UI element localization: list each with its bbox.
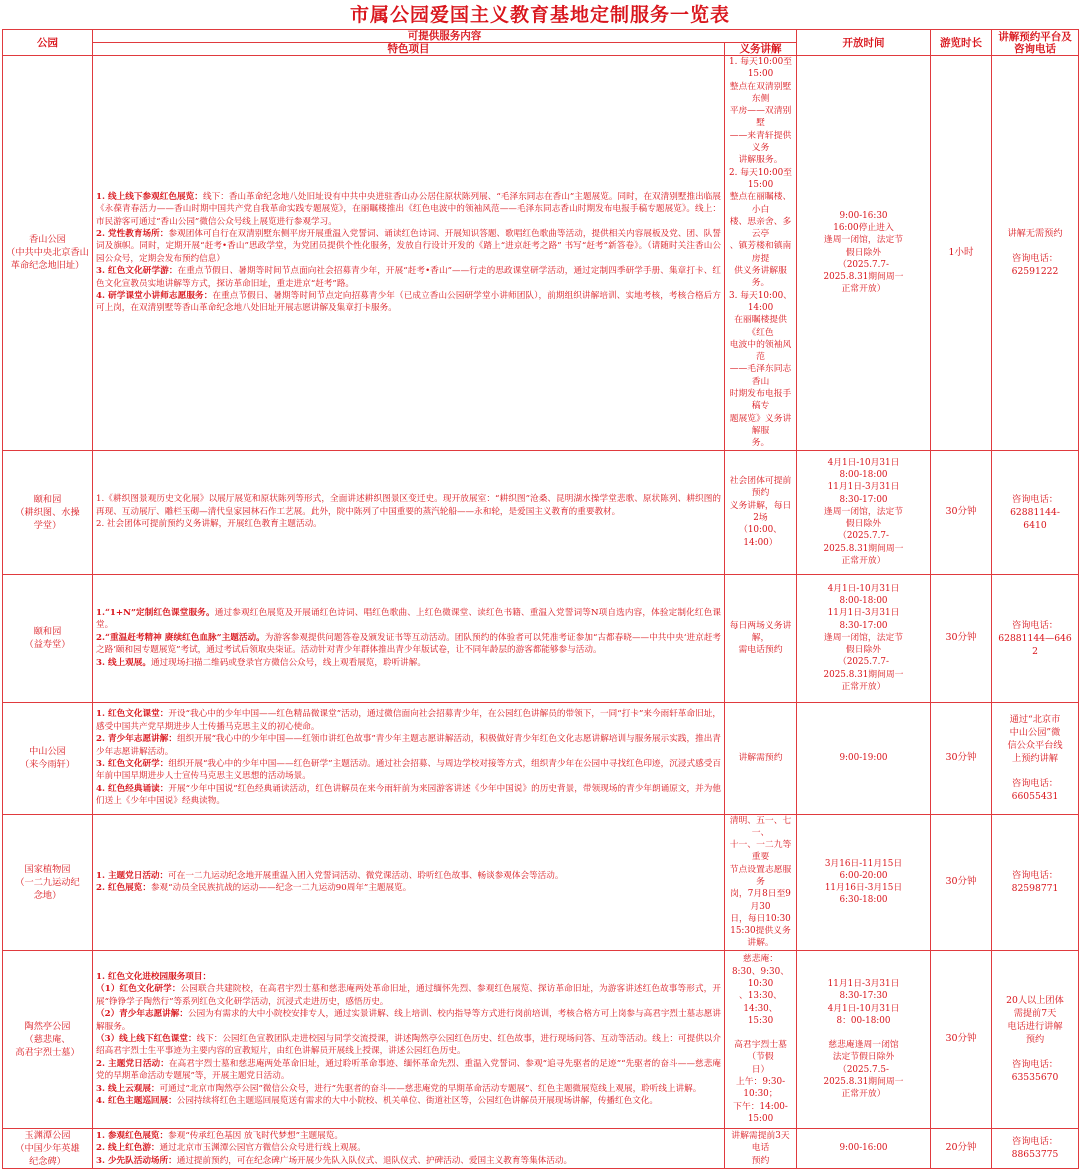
header-park: 公园 xyxy=(3,30,93,56)
feature-text: 在重点节假日、暑期等时间节点定向招募青少年（已成立香山公园研学堂小讲师团队），前期组织讲解培训、实地考核，考核合格后方可上岗，在双清别墅等香山革命纪念地八处旧址开展志愿讲解及集章打卡服务。 xyxy=(96,290,721,314)
feature-item xyxy=(96,1095,721,1107)
feature-item xyxy=(96,265,721,290)
feature-text: 开展“少年中国说”红色经典诵读活动，红色讲解员在来今雨轩前为来园游客讲述《少年中国说》的历史背景，带领现场的青少年朗诵原文，并为他们送上《少年中国说》经典读物。 xyxy=(96,783,721,807)
contact-line xyxy=(994,765,1076,777)
feature-heading: 1. 线上线下参观红色展览： xyxy=(96,191,203,202)
feature-text: 参观“传承红色基因 放飞时代梦想”主题展览。 xyxy=(168,1130,343,1141)
feature-text: 通过现场扫描二维码或登录官方微信公众号，线上观看展览，聆听讲解。 xyxy=(150,657,426,668)
features-cell xyxy=(93,1128,725,1168)
hours-line: 11月1日-3月31日 xyxy=(827,978,900,989)
hours-line: 2025.8.31期间周一 xyxy=(823,543,904,554)
duration-cell: 30分钟 xyxy=(931,950,992,1128)
feature-item xyxy=(96,191,721,228)
park-line: （慈悲庵、 xyxy=(24,1033,71,1045)
page-title: 市属公园爱国主义教育基地定制服务一览表 xyxy=(349,4,730,26)
features-cell xyxy=(93,450,725,574)
park-cell xyxy=(3,950,93,1128)
features-cell xyxy=(93,702,725,814)
guide-line: 楼、思亲舍、多云亭 xyxy=(729,216,792,240)
duration-cell: 30分钟 xyxy=(931,702,992,814)
feature-item xyxy=(96,733,721,758)
feature-text: 可通过“北京市陶然亭公园”微信公众号，进行“先驱者的奋斗——慈悲庵党的早期革命活动专题展”、红色主题微展览线上观展，聆听线上讲解。 xyxy=(159,1083,702,1094)
hours-cell xyxy=(797,814,931,950)
guide-cell xyxy=(725,56,797,451)
feature-heading: 1. 红色文化课堂： xyxy=(96,709,169,720)
park-line: （中共中央北京香山 xyxy=(6,247,89,259)
guide-line: 社会团体可提前预约 xyxy=(729,476,792,499)
hours-line: 正常开放） xyxy=(841,556,886,567)
park-line: 陶然亭公园 xyxy=(24,1020,71,1032)
contact-line: 需提前7天 xyxy=(1013,1008,1057,1020)
guide-line: 、13:30、14:30、 xyxy=(739,991,782,1014)
guide-cell xyxy=(725,1128,797,1168)
feature-text: 在重点节假日、暑期等时间节点面向社会招募青少年，开展“赶考•香山”——行走的思政课堂研学活动，通过定制四季研学手册、集章打卡、红色文化宣教员实地讲解等方式，探访革命旧址，重走进京“赶考”路。 xyxy=(96,266,721,289)
contact-cell xyxy=(992,1128,1079,1168)
feature-heading: （1）红色文化研学： xyxy=(96,984,181,995)
feature-text: 在高君宇烈士墓和慈悲庵两处革命旧址，通过聆听革命事迹、缅怀革命先烈、重温入党誓词、参观“追寻先驱者的足迹”“先驱者的奋斗——慈悲庵党的早期革命活动专题展”等，开展主题党日活动。 xyxy=(96,1058,721,1082)
park-line: 颐和园 xyxy=(33,626,62,637)
hours-line: 逢周一闭馆，法定节 xyxy=(823,506,904,517)
feature-text: 组织开展“我心中的少年中国——红色研学”主题活动。通过社会招募、与周边学校对接等方式，组织青少年在公园中寻找红色印迹，沉浸式感受百年前中国早期进步人士宣传马克思主义思想的活动场景。 xyxy=(96,759,721,782)
hours-line: 11月1日-3月31日 xyxy=(827,482,900,493)
park-cell xyxy=(3,56,93,451)
feature-heading: 3. 红色文化研学游： xyxy=(96,266,178,277)
park-line: 纪念碑） xyxy=(29,1155,66,1167)
feature-text: 公园联合共建院校，在高君宇烈士墓和慈悲庵两处革命旧址，通过缅怀先烈、参观红色展览、探访革命旧址，为游客讲述红色故事等形式，开展“铮铮学子陶然行”等系列红色文化研学活动，沉浸式走进历史，感悟历史。 xyxy=(96,984,721,1007)
guide-line: 高君宇烈士墓（节假 xyxy=(734,1040,787,1063)
table-row xyxy=(3,574,1079,702)
table-row xyxy=(3,56,1079,451)
park-cell xyxy=(3,574,93,702)
hours-line: 4月1日-10月31日 xyxy=(827,1003,900,1014)
features-cell xyxy=(93,56,725,451)
contact-line: 预约 xyxy=(1025,1034,1045,1046)
guide-line: 供义务讲解服务。 xyxy=(734,266,787,289)
guide-line: 15:30提供义务讲解。 xyxy=(730,926,791,949)
feature-heading: 2. 红色展览： xyxy=(96,883,151,894)
hours-line: 假日除外 xyxy=(845,519,882,530)
header-hours: 开放时间 xyxy=(797,30,931,56)
hours-line: 正常开放） xyxy=(841,284,886,295)
feature-text: 开设“我心中的少年中国——红色精品微课堂”活动，通过微信面向社会招募青少年，在公园红色讲解员的带领下，一同“打卡”来今雨轩革命旧址，感受中国共产党早期进步人士传播马克思主义的初心使命。 xyxy=(96,709,722,732)
contact-line: 咨询电话： xyxy=(1012,1059,1058,1071)
header-duration: 游览时长 xyxy=(931,30,992,56)
contact-line: 中山公园”微 xyxy=(1009,727,1061,738)
hours-line: 逢周一闭馆，法定节 xyxy=(823,632,904,643)
feature-item xyxy=(96,971,721,983)
hours-cell xyxy=(797,702,931,814)
feature-item xyxy=(96,1083,721,1095)
hours-line: （2025.7.7- xyxy=(838,657,889,668)
guide-line: 节点设置志愿服务 xyxy=(729,864,792,887)
table-row xyxy=(3,1128,1079,1168)
contact-cell xyxy=(992,702,1079,814)
park-line: 香山公园 xyxy=(29,234,66,246)
feature-item xyxy=(96,607,721,632)
guide-line: 上午：9:30-10:30； xyxy=(735,1077,786,1100)
hours-line: 2025.8.31期间周一 xyxy=(823,669,904,680)
contact-cell xyxy=(992,56,1079,451)
table-body xyxy=(3,56,1079,1169)
guide-line: 整点在双清别墅东侧 xyxy=(729,81,792,104)
feature-text: 可在一二九运动纪念地开展重温入团入党誓词活动、微党课活动、聆听红色故事、畅谈参观体会等活动。 xyxy=(168,870,564,881)
table-row xyxy=(3,950,1079,1128)
guide-line: 电波中的领袖风范 xyxy=(729,339,792,363)
feature-item xyxy=(96,870,721,882)
hours-cell xyxy=(797,1128,931,1168)
hours-line: 4月1日-10月31日 xyxy=(827,457,900,468)
guide-line: 时期发布电报手稿专 xyxy=(729,389,792,412)
guide-line: 需电话预约 xyxy=(738,645,783,656)
hours-line: 正常开放） xyxy=(841,1089,886,1100)
feature-text: 通过参观红色展览及开展诵红色诗词、唱红色歌曲、上红色微课堂、读红色书籍、重温入党誓词等N项自选内容，体验定制化红色课堂。 xyxy=(96,607,721,631)
guide-cell xyxy=(725,950,797,1128)
feature-text: 通过提前预约，可在纪念碑广场开展少先队入队仪式、退队仪式、护碑活动、爱国主义教育等集体活动。 xyxy=(176,1155,573,1166)
contact-line: 通过“北京市 xyxy=(1009,714,1061,725)
contact-line: 咨询电话： xyxy=(1012,870,1058,882)
header-features: 特色项目 xyxy=(93,43,725,56)
hours-line: 8:30-17:30 xyxy=(839,991,888,1002)
guide-line: 1. 每天10:00至15:00 xyxy=(729,57,792,80)
contact-cell xyxy=(992,450,1079,574)
feature-item xyxy=(96,1058,721,1083)
park-line: （耕织图、水操 xyxy=(15,506,80,518)
park-line: 高君宇烈士墓） xyxy=(15,1046,80,1058)
contact-line: 2 xyxy=(1032,645,1038,657)
hours-line: （2025.7.7- xyxy=(838,531,889,542)
feature-heading: （2）青少年志愿讲解： xyxy=(96,1009,188,1020)
hours-line: 8:30-17:00 xyxy=(839,620,888,631)
feature-heading: 4. 红色主题巡回展： xyxy=(96,1096,177,1107)
feature-item xyxy=(96,1155,721,1167)
hours-line: 3月16日-11月15日 xyxy=(824,858,903,869)
hours-line: 11月16日-3月15日 xyxy=(824,883,903,894)
guide-line: 每日两场义务讲解， xyxy=(729,620,792,643)
contact-line: 66055431 xyxy=(1011,791,1059,802)
contact-line: 咨询电话： xyxy=(1012,619,1058,631)
feature-item xyxy=(96,783,721,808)
hours-line: 8：00-18:00 xyxy=(836,1015,891,1026)
duration-cell: 30分钟 xyxy=(931,574,992,702)
header-guide: 义务讲解 xyxy=(725,43,797,56)
contact-line: 62881144- xyxy=(1010,506,1060,518)
contact-line: 电话进行讲解 xyxy=(1007,1021,1063,1033)
hours-cell xyxy=(797,450,931,574)
feature-item xyxy=(96,290,721,315)
feature-heading: 2. 线上红色游： xyxy=(96,1143,160,1154)
guide-line: 15:30 xyxy=(747,1015,774,1026)
guide-line: 讲解需提前3天电话 xyxy=(731,1130,790,1154)
contact-line: 62881144—646 xyxy=(998,632,1072,644)
feature-text: 组织开展“我心中的少年中国——红领巾讲红色故事”青少年主题志愿讲解活动，积极做好青少年红色文化志愿讲解培训与服务展示实践，推出青少年志愿讲解活动。 xyxy=(96,734,721,757)
hours-line: 8:30-17:00 xyxy=(839,494,888,505)
features-cell xyxy=(93,574,725,702)
park-line: （来今雨轩） xyxy=(19,759,76,770)
guide-line: 务。 xyxy=(751,438,770,449)
features-cell xyxy=(93,814,725,950)
feature-heading: 1. 红色文化进校园服务项目： xyxy=(96,972,212,983)
hours-line: 正常开放） xyxy=(841,682,886,693)
contact-cell xyxy=(992,950,1079,1128)
feature-item xyxy=(96,882,721,894)
feature-text: 参观团体可自行在双清别墅东侧平房开展重温入党誓词、诵读红色诗词、开展知识答题、歌唱红色歌曲等活动，提供相关内容展板及党、团、队誓词及旗帜。同时，定期开展“赶考•香山”思政学堂，为党团员提供个性化服务，发放自行设计开发的《踏上“进京赶考之路” 书写“赶考”新答卷》。（请随时关注香山公园公众号，定期会发布预约信息） xyxy=(96,228,721,264)
hours-cell xyxy=(797,950,931,1128)
guide-line: 讲解需预约 xyxy=(738,752,783,763)
feature-item xyxy=(96,1130,721,1142)
hours-line: 法定节假日除外 xyxy=(832,1052,895,1063)
contact-line: 20人以上团体 xyxy=(1006,995,1064,1007)
feature-item xyxy=(96,1033,721,1058)
contact-line xyxy=(994,240,1076,252)
park-line: 革命纪念地旧址） xyxy=(10,260,85,272)
hours-line: 6:30-18:00 xyxy=(839,895,888,906)
park-line: （中国少年英雄 xyxy=(15,1142,80,1154)
guide-line: 预约 xyxy=(751,1155,770,1166)
hours-line: 逢周一闭馆，法定节 xyxy=(823,235,904,246)
contact-line: 62591222 xyxy=(1011,266,1059,278)
contact-cell xyxy=(992,814,1079,950)
feature-heading: 1.“1+N”定制红色课堂服务。 xyxy=(96,607,215,618)
feature-heading: 1. 参观红色展览： xyxy=(96,1130,169,1141)
park-line: 颐和园 xyxy=(33,493,62,505)
park-line: 国家植物园 xyxy=(24,863,71,875)
feature-item xyxy=(96,1142,721,1154)
feature-item xyxy=(96,657,721,669)
hours-line: 9:00-19:00 xyxy=(839,752,888,763)
hours-line: 8:00-18:00 xyxy=(839,595,888,606)
park-line: 中山公园 xyxy=(29,746,66,757)
contact-line: 信公众平台线 xyxy=(1007,740,1063,751)
feature-heading: 2.“重温赶考精神 赓续红色血脉”主题活动。 xyxy=(96,632,265,643)
contact-line: 82598771 xyxy=(1011,883,1059,895)
duration-cell: 1小时 xyxy=(931,56,992,451)
park-line: （益寿堂） xyxy=(24,639,71,650)
hours-line: （2025.7.7- xyxy=(838,259,889,270)
hours-line: 慈悲庵逢周一闭馆 xyxy=(828,1040,899,1051)
guide-line: 清明、五一、七一、 xyxy=(729,815,792,838)
feature-item xyxy=(96,758,721,783)
feature-heading: 2. 青少年志愿讲解： xyxy=(96,734,178,745)
feature-text: 1.《耕织图景观历史文化展》以展厅展览和原状陈列等形式，全面讲述耕织图景区变迁史。现开放展室：“耕织图”沧桑、昆明湖水操学堂悲歌、原状陈列、耕织图的再现、互动展厅、雕栏玉砌—清代皇家园林石作工艺展。此外，院中陈列了中国重要的蒸汽轮船——永和轮，是爱国主义教育的重要教材。 xyxy=(96,494,721,517)
guide-line: 义务讲解，每日2场 xyxy=(729,500,792,523)
hours-line: 9:00-16:30 xyxy=(839,210,888,221)
hours-line: 6:00-20:00 xyxy=(839,870,888,881)
contact-line: 咨询电话： xyxy=(1012,493,1058,505)
feature-item xyxy=(96,1008,721,1033)
hours-line: 假日除外 xyxy=(845,645,882,656)
duration-cell: 30分钟 xyxy=(931,450,992,574)
contact-line: 讲解无需预约 xyxy=(1007,228,1063,240)
guide-line: 3. 每天10:00、14:00 xyxy=(729,290,792,313)
park-cell xyxy=(3,450,93,574)
table-row xyxy=(3,450,1079,574)
table-row xyxy=(3,814,1079,950)
feature-heading: 4. 研学课堂小讲师志愿服务： xyxy=(96,290,213,301)
guide-line: ——来青轩提供义务 xyxy=(729,130,792,154)
feature-heading: 2. 主题党日活动： xyxy=(96,1058,169,1069)
guide-cell xyxy=(725,814,797,950)
contact-line: 63535670 xyxy=(1011,1072,1059,1084)
header-services: 可提供服务内容 xyxy=(93,30,797,43)
feature-text: 参观“动员全民族抗战的运动——纪念一二九运动90周年”主题展览。 xyxy=(150,883,412,894)
park-cell xyxy=(3,1128,93,1168)
feature-heading: 1. 主题党日活动： xyxy=(96,870,169,881)
feature-heading: 2. 党性教育场所： xyxy=(96,228,169,239)
guide-line: ——毛泽东同志香山 xyxy=(729,364,792,387)
feature-text: 公园持续将红色主题巡回展览送有需求的大中小院校、机关单位、街道社区等，公园红色讲解员开展现场讲解，传播红色文化。 xyxy=(176,1096,658,1107)
guide-line: 在丽瞩楼提供《红色 xyxy=(734,315,787,338)
guide-line: 日） xyxy=(751,1064,770,1075)
feature-heading: 4. 红色经典诵读： xyxy=(96,783,169,794)
hours-line: （2025.7.5- xyxy=(838,1064,889,1075)
feature-item xyxy=(96,632,721,657)
hours-line: 2025.8.31期间周一 xyxy=(823,272,904,283)
guide-cell xyxy=(725,574,797,702)
guide-line: 、镇芳楼和镇南房提 xyxy=(729,241,792,264)
guide-line xyxy=(727,1027,794,1039)
contact-line: 咨询电话： xyxy=(1012,778,1058,789)
guide-line: 题展览》义务讲解服 xyxy=(729,413,792,436)
contact-line: 6410 xyxy=(1023,519,1047,531)
hours-line: 2025.8.31期间周一 xyxy=(823,1077,904,1087)
duration-cell: 30分钟 xyxy=(931,814,992,950)
guide-cell xyxy=(725,702,797,814)
guide-line: 十一、一二九等重要 xyxy=(729,840,792,863)
feature-item xyxy=(96,228,721,265)
hours-line: 假日除外 xyxy=(845,247,882,258)
services-table xyxy=(2,29,1079,1169)
feature-text: 线下：香山革命纪念地八处旧址设有中共中央进驻香山办公居住原状陈列展、“毛泽东同志在香山”主题展览。同时，在双清别墅推出临展《永葆青春活力——香山时期中国共产党自我革命实践专题展览》，在丽瞩楼推出《红色电波中的领袖风范——毛泽东同志香山时期发布电报手稿专题展览》。线上：市民游客可通过“香山公园”微信公众号线上展览进行参观学习。 xyxy=(96,191,722,227)
park-line: （一二九运动纪 xyxy=(15,876,80,888)
hours-line: 4月1日-10月31日 xyxy=(827,583,900,594)
park-cell xyxy=(3,702,93,814)
hours-cell xyxy=(797,56,931,451)
feature-item xyxy=(96,518,721,530)
hours-line: 8:00-18:00 xyxy=(839,469,888,480)
hours-line: 11月1日-3月31日 xyxy=(827,608,900,619)
table-row xyxy=(3,702,1079,814)
contact-line xyxy=(994,1046,1076,1058)
guide-line: （10:00、14:00） xyxy=(739,525,782,548)
park-line: 学堂） xyxy=(33,519,62,531)
hours-cell xyxy=(797,574,931,702)
feature-heading: 3. 线上云观展： xyxy=(96,1083,160,1094)
guide-line: 日，每日10:30 xyxy=(730,913,791,924)
guide-line: 平房——双清别墅 xyxy=(729,106,792,129)
features-cell xyxy=(93,950,725,1128)
duration-cell: 20分钟 xyxy=(931,1128,992,1168)
contact-line: 咨询电话： xyxy=(1012,1136,1058,1148)
guide-cell xyxy=(725,450,797,574)
guide-line: 2. 每天10:00至15:00 xyxy=(729,167,792,190)
guide-line: 8:30、9:30、10:30 xyxy=(731,966,790,989)
hours-line: 16:00停止进入 xyxy=(833,223,894,233)
hours-line xyxy=(799,1027,928,1039)
feature-heading: （3）线上线下红色课堂： xyxy=(96,1034,197,1045)
feature-text: 为游客参观提供问题答卷及颁发证书等互动活动。团队预约的体验者可以凭准考证参加“古都春晓——中共中央‘进京赶考之路’颐和园专题展览”考试，通过考试后领取央柒证。活动针对青少年群体推出青少年版试卷，让不同年龄层的游客都能够参与活动。 xyxy=(96,632,721,656)
guide-line: 讲解服务。 xyxy=(738,155,783,166)
feature-item xyxy=(96,708,721,733)
feature-text: 通过北京市玉渊潭公园官方微信公众号进行线上观展。 xyxy=(159,1143,366,1154)
feature-text: 线下：公园红色宣教团队走进校园与同学交流授课，讲述陶然亭公园红色历史、红色故事，进行现场问答、互动等活动。线上：可提供以介绍高君宇烈士生平事迹为主要内容的宣教短片，由红色讲解员开展线上授课，讲述公园红色历史。 xyxy=(96,1034,721,1057)
feature-item xyxy=(96,983,721,1008)
guide-line: 下午：14:00-15:00 xyxy=(733,1101,788,1124)
feature-item xyxy=(96,493,721,518)
feature-text: 公园为有需求的大中小院校安排专人，通过实景讲解、线上培训、校内指导等方式进行岗前培训，考核合格方可上岗参与高君宇烈士墓志愿讲解服务。 xyxy=(96,1009,721,1032)
feature-heading: 3. 线上观展。 xyxy=(96,657,151,668)
park-line: 玉渊潭公园 xyxy=(24,1129,71,1141)
contact-line: 咨询电话： xyxy=(1012,253,1058,265)
header-booking: 讲解预约平台及咨询电话 xyxy=(992,30,1079,56)
feature-text: 2. 社会团体可提前预约义务讲解，开展红色教育主题活动。 xyxy=(96,519,322,530)
contact-cell xyxy=(992,574,1079,702)
park-line: 念地） xyxy=(33,889,62,901)
contact-line: 88653775 xyxy=(1011,1149,1059,1161)
feature-heading: 3. 红色文化研学： xyxy=(96,759,169,769)
feature-heading: 3. 少先队活动场所： xyxy=(96,1155,177,1166)
guide-line: 岗，7月8日至9月30 xyxy=(730,889,791,912)
guide-line: 慈悲庵： xyxy=(742,954,779,965)
park-cell xyxy=(3,814,93,950)
contact-line: 上预约讲解 xyxy=(1012,753,1058,764)
guide-line: 整点在丽瞩楼、小白 xyxy=(729,192,792,215)
hours-line: 9:00-16:00 xyxy=(839,1143,888,1154)
